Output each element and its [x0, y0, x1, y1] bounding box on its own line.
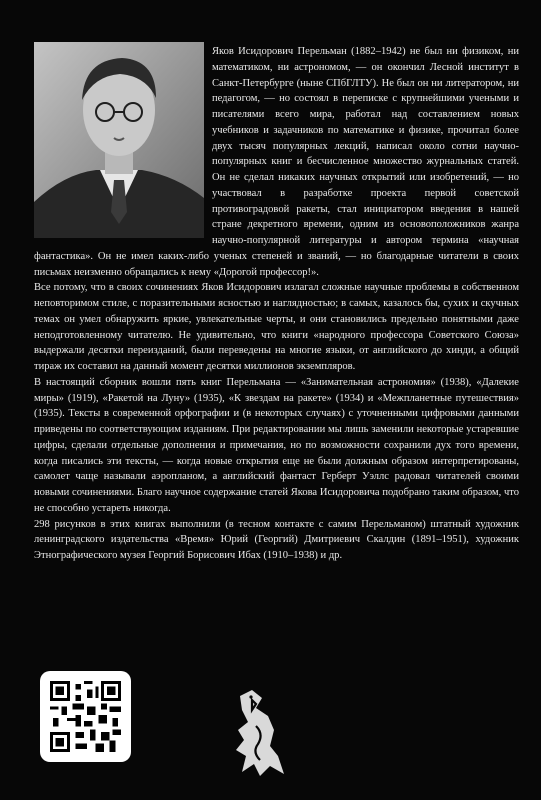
publisher-dragon-logo	[226, 686, 296, 782]
back-cover-text	[34, 44, 519, 564]
paragraph: В настоящий сборник вошли пять книг Перельмана — «Занимательная астрономия» (1938), «Далекие миры» (1919), «Ракетой на Луну» (1935), «К звездам на ракете» (1934) и «Межпланетные путешествия» (1935). Тексты в современной орфографии и (в некоторых случаях) с уточненными цифровыми данными приведены по соответствующим изданиям. При редактировании мы лишь заменили некоторые устаревшие цифры, сделали отдельные дополнения и примечания, но по возможности сохранили дух того времени, когда писались эти тексты, — когда новые открытия еще не были должным образом интерпретированы, самолет чаще называли аэропланом, а английский фантаст Герберт Уэллс радовал читателей своими новыми сочинениями. Благо научное содержание статей Якова Исидоровича подобрано таким образом, что не способно устареть никогда.	[34, 376, 519, 514]
paragraph: 298 рисунков в этих книгах выполнили (в тесном контакте с самим Перельманом) штатный художник ленинградского издательства «Время» Юрий (Георгий) Дмитриевич Скалдин (1891–1951), художник Этнографического музея Георгий Борисович Ибах (1910–1938) и др.	[34, 518, 519, 561]
paragraph: Все потому, что в своих сочинениях Яков Исидорович излагал сложные научные проблемы в собственном неповторимом стиле, с поразительными ясностью и наглядностью; в самых, казалось бы, сухих и скучных темах он умел обнаружить яркие, увлекательные черты, и они становились предельно понятными даже неподготовленному читателю. Не удивительно, что книги «народного профессора Советского Союза» выдержали десятки переизданий, были переведены на многие языки, от английского до хинди, а общий тираж их составил на данный момент десятки миллионов экземпляров.	[34, 282, 519, 372]
paragraph: Яков Исидорович Перельман (1882–1942) не был ни физиком, ни математиком, ни астрономом, — он окончил Лесной институт в Санкт-Петербурге (ныне СПбГЛТУ). Не был он ни литератором, ни педагогом, — но состоял в переписке с крупнейшими учеными и писателями всего мира, работал над составлением новых учебников и задачников по математике и физике, прочитал более двух тысяч популярных лекций, написал около сотни научно-популярных книг и бесчисленное множество журнальных статей. Он не сделал никаких научных открытий или изобретений, — но участвовал в разработке проекта первой советской противоградовой ракеты, стал инициатором введения в нашей стране декретного времени, одним из основоположников жанра научно-популярной литературы и автором термина «научная фантастика». Он не имел каких-либо ученых степеней и званий, — но благодарные читатели в своих письмах неизменно обращались к нему «Дорогой профессор!».	[34, 46, 519, 278]
qr-code	[40, 671, 131, 762]
